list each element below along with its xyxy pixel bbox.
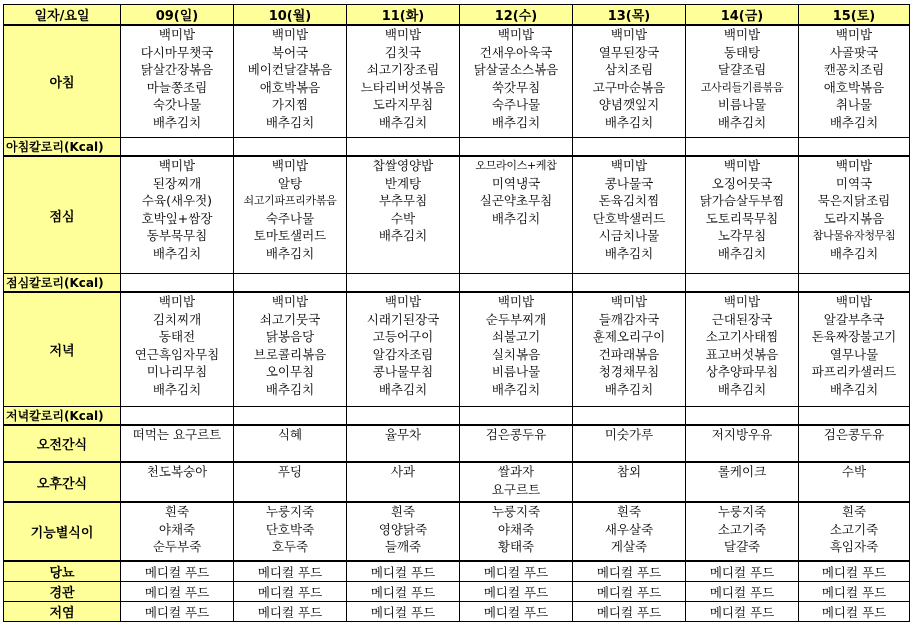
menu-item: 참나물유자청무침 <box>812 229 896 242</box>
menu-item: 누룽지죽 <box>717 504 767 519</box>
menu-item: 건파래볶음 <box>598 346 660 362</box>
menu-item: 애호박볶음 <box>259 79 321 95</box>
am-snack-cell <box>460 425 573 462</box>
menu-item: 고구마순볶음 <box>592 79 666 95</box>
medical-food-cell: 메디컬 푸드 <box>121 561 234 582</box>
menu-item: 들깨죽 <box>384 539 422 554</box>
menu-item: 배추김치 <box>604 114 654 130</box>
menu-item: 찹쌀영양밥 <box>372 158 434 173</box>
am-snack-cell <box>686 425 799 462</box>
menu-item: 배추김치 <box>378 381 428 397</box>
am-snack-label: 오전간식 <box>4 425 121 462</box>
medical-food-cell: 메디컬 푸드 <box>347 602 460 622</box>
menu-item: 배추김치 <box>604 245 654 261</box>
menu-item: 검은콩두유 <box>485 427 547 442</box>
menu-item: 비름나물 <box>717 97 767 112</box>
kcal-label: 저녁칼로리(Kcal) <box>4 407 121 426</box>
menu-item: 소고기사태찜 <box>705 329 779 344</box>
special-diet-cell <box>234 502 347 561</box>
menu-item: 실치볶음 <box>491 346 541 362</box>
special-diet-cell <box>347 502 460 561</box>
menu-item: 수박 <box>390 210 416 226</box>
menu-item: 쇠고기장조림 <box>366 62 440 77</box>
menu-item: 흰죽 <box>841 504 867 519</box>
menu-item: 배추김치 <box>378 114 428 130</box>
medical-food-cell: 메디컬 푸드 <box>799 561 910 582</box>
special-diet-cell <box>686 502 799 561</box>
menu-item: 게살죽 <box>610 539 648 554</box>
menu-item: 알탕 <box>277 175 303 191</box>
diet-label-tube: 경관 <box>4 582 121 602</box>
menu-item: 배추김치 <box>604 381 654 397</box>
menu-item: 들깨감자국 <box>598 311 660 327</box>
menu-item: 근대된장국 <box>711 311 773 327</box>
pm-snack-cell <box>347 462 460 502</box>
menu-item: 순두부찌개 <box>485 311 547 327</box>
menu-item: 백미밥 <box>158 158 196 173</box>
menu-item: 푸딩 <box>277 464 303 479</box>
menu-item: 알감자조림 <box>372 346 434 362</box>
menu-item: 쑥갓무침 <box>491 79 541 95</box>
medical-food-cell: 메디컬 푸드 <box>573 582 686 602</box>
special-diet-cell <box>460 502 573 561</box>
menu-item: 쇠불고기 <box>491 329 541 344</box>
medical-food-cell: 메디컬 푸드 <box>573 561 686 582</box>
diet-label-diabetes: 당뇨 <box>4 561 121 582</box>
menu-item: 배추김치 <box>717 381 767 397</box>
menu-item: 야채죽 <box>497 521 535 537</box>
menu-item: 캔꽁치조림 <box>823 62 885 77</box>
kcal-value <box>121 407 234 426</box>
menu-item: 누룽지죽 <box>491 504 541 519</box>
menu-item: 가지찜 <box>271 97 309 112</box>
menu-item: 흑임자죽 <box>829 539 879 554</box>
meal-label-lunch: 점심 <box>4 156 121 274</box>
kcal-value <box>347 274 460 293</box>
menu-item: 백미밥 <box>610 27 648 42</box>
medical-food-cell: 메디컬 푸드 <box>460 561 573 582</box>
menu-item: 김치찌개 <box>152 311 202 327</box>
menu-item: 닭가슴살두부찜 <box>699 193 785 208</box>
menu-item: 배추김치 <box>829 381 879 397</box>
menu-item: 배추김치 <box>717 245 767 261</box>
menu-item: 시래기된장국 <box>366 311 440 327</box>
meal-cell <box>460 156 573 274</box>
kcal-value <box>686 407 799 426</box>
menu-item: 백미밥 <box>158 294 196 309</box>
kcal-value <box>686 138 799 157</box>
meal-cell <box>234 156 347 274</box>
kcal-value <box>460 274 573 293</box>
menu-item: 호두죽 <box>271 539 309 554</box>
day-header: 14(금) <box>686 5 799 26</box>
menu-item: 건새우아욱국 <box>479 44 553 60</box>
meal-cell <box>573 156 686 274</box>
menu-item: 마늘쫑조림 <box>146 79 208 95</box>
menu-item: 묵은지닭조림 <box>817 193 891 208</box>
medical-food-cell: 메디컬 푸드 <box>121 582 234 602</box>
meal-label-breakfast: 아침 <box>4 25 121 138</box>
menu-item: 연근흑임자무침 <box>134 346 220 362</box>
diet-label-low_salt: 저염 <box>4 602 121 622</box>
menu-item: 오징어뭇국 <box>711 175 773 191</box>
menu-item: 백미밥 <box>835 158 873 173</box>
menu-item: 콩나물무침 <box>372 364 434 379</box>
menu-item: 백미밥 <box>723 158 761 173</box>
menu-item: 쇠고기뭇국 <box>259 311 321 327</box>
medical-food-cell: 메디컬 푸드 <box>347 582 460 602</box>
day-header: 09(일) <box>121 5 234 26</box>
menu-item: 호박잎+쌈장 <box>141 210 213 226</box>
menu-item: 율무차 <box>384 427 422 442</box>
menu-item: 닭살굴소스볶음 <box>473 62 559 77</box>
menu-item: 실곤약초무침 <box>479 193 553 208</box>
menu-item: 저지방우유 <box>711 427 773 442</box>
kcal-value <box>460 138 573 157</box>
menu-item: 소고기죽 <box>829 521 879 537</box>
kcal-label: 점심칼로리(Kcal) <box>4 274 121 293</box>
pm-snack-cell <box>686 462 799 502</box>
menu-item: 콩나물국 <box>604 175 654 191</box>
special-diet-cell <box>573 502 686 561</box>
menu-item: 미역국 <box>835 175 873 191</box>
meal-cell <box>686 292 799 407</box>
menu-item: 닭살간장볶음 <box>140 62 214 77</box>
menu-item: 열무나물 <box>829 346 879 362</box>
menu-item: 흰죽 <box>616 504 642 519</box>
am-snack-cell <box>121 425 234 462</box>
menu-item: 백미밥 <box>271 158 309 173</box>
day-header: 15(토) <box>799 5 910 26</box>
menu-item: 삼치조림 <box>604 62 654 77</box>
menu-item: 누룽지죽 <box>265 504 315 519</box>
menu-item: 흰죽 <box>390 504 416 519</box>
menu-item: 도토리묵무침 <box>705 210 779 226</box>
menu-item: 도라지무침 <box>372 97 434 112</box>
kcal-value <box>573 138 686 157</box>
menu-item: 야채죽 <box>158 521 196 537</box>
menu-item: 소고기죽 <box>717 521 767 537</box>
medical-food-cell: 메디컬 푸드 <box>460 582 573 602</box>
menu-item: 백미밥 <box>610 294 648 309</box>
menu-item: 된장찌개 <box>152 175 202 191</box>
kcal-value <box>234 274 347 293</box>
meal-cell <box>799 25 910 138</box>
day-header: 12(수) <box>460 5 573 26</box>
menu-item: 애호박볶음 <box>823 79 885 95</box>
am-snack-cell <box>347 425 460 462</box>
am-snack-cell <box>573 425 686 462</box>
meal-cell <box>799 156 910 274</box>
pm-snack-cell <box>121 462 234 502</box>
menu-item: 북어국 <box>271 44 309 60</box>
menu-item: 흰죽 <box>164 504 190 519</box>
meal-cell <box>347 292 460 407</box>
menu-item: 돈육짜장불고기 <box>811 329 897 344</box>
menu-item: 훈제오리구이 <box>592 329 666 344</box>
menu-item: 동태전 <box>158 329 196 344</box>
kcal-value <box>121 138 234 157</box>
menu-item: 백미밥 <box>610 158 648 173</box>
medical-food-cell: 메디컬 푸드 <box>686 582 799 602</box>
menu-item: 돈육김치찜 <box>598 193 660 208</box>
menu-item: 백미밥 <box>271 27 309 42</box>
menu-item: 노각무침 <box>717 228 767 243</box>
menu-item: 사과 <box>390 464 416 479</box>
pm-snack-cell <box>799 462 910 502</box>
menu-item: 동태탕 <box>723 44 761 60</box>
kcal-value <box>121 274 234 293</box>
meal-cell <box>573 292 686 407</box>
menu-item: 숙주나물 <box>265 210 315 226</box>
menu-item: 영양닭죽 <box>378 521 428 537</box>
menu-item: 백미밥 <box>497 27 535 42</box>
menu-item: 배추김치 <box>152 381 202 397</box>
menu-item: 떠먹는 요구르트 <box>132 427 222 442</box>
menu-item: 부추무침 <box>378 193 428 208</box>
menu-item: 다시마무챗국 <box>140 44 214 60</box>
menu-item: 황태죽 <box>497 539 535 554</box>
menu-item: 배추김치 <box>491 381 541 397</box>
menu-item: 배추김치 <box>152 114 202 130</box>
menu-item: 느타리버섯볶음 <box>360 79 446 95</box>
menu-item: 취나물 <box>835 97 873 112</box>
menu-item: 검은콩두유 <box>823 427 885 442</box>
menu-item: 롤케이크 <box>717 464 767 479</box>
medical-food-cell: 메디컬 푸드 <box>799 602 910 622</box>
menu-item: 도라지볶음 <box>823 210 885 226</box>
am-snack-cell <box>234 425 347 462</box>
kcal-value <box>234 138 347 157</box>
meal-cell <box>799 292 910 407</box>
kcal-value <box>799 274 910 293</box>
kcal-value <box>347 407 460 426</box>
menu-item: 닭봉음당 <box>265 329 315 344</box>
menu-item: 브로콜리볶음 <box>253 346 327 362</box>
menu-item: 비름나물 <box>491 364 541 379</box>
menu-item: 배추김치 <box>265 381 315 397</box>
meal-cell <box>347 156 460 274</box>
day-header: 13(목) <box>573 5 686 26</box>
menu-item: 동부묵무침 <box>146 228 208 243</box>
menu-item: 백미밥 <box>835 27 873 42</box>
medical-food-cell: 메디컬 푸드 <box>686 561 799 582</box>
menu-item: 백미밥 <box>384 27 422 42</box>
menu-item: 양념깻잎지 <box>598 97 660 112</box>
pm-snack-cell <box>573 462 686 502</box>
menu-item: 백미밥 <box>271 294 309 309</box>
menu-item: 청경채무침 <box>598 364 660 379</box>
am-snack-cell <box>799 425 910 462</box>
menu-item: 배추김치 <box>717 114 767 130</box>
menu-item: 열무된장국 <box>598 44 660 60</box>
menu-item: 반계탕 <box>384 175 422 191</box>
menu-item: 고사리들기름볶음 <box>700 80 784 94</box>
menu-item: 시금치나물 <box>598 228 660 243</box>
meal-cell <box>234 25 347 138</box>
menu-item: 상추양파무침 <box>705 364 779 379</box>
kcal-value <box>686 274 799 293</box>
meal-cell <box>234 292 347 407</box>
meal-cell <box>121 25 234 138</box>
meal-cell <box>121 156 234 274</box>
menu-item: 오이무침 <box>265 364 315 379</box>
menu-item: 배추김치 <box>829 114 879 130</box>
medical-food-cell: 메디컬 푸드 <box>234 561 347 582</box>
medical-food-cell: 메디컬 푸드 <box>347 561 460 582</box>
menu-item: 오므라이스+케찹 <box>475 159 557 172</box>
menu-item: 배추김치 <box>491 210 541 226</box>
menu-table <box>3 4 910 622</box>
menu-item: 배추김치 <box>491 114 541 130</box>
menu-item: 백미밥 <box>723 27 761 42</box>
special-diet-cell <box>799 502 910 561</box>
menu-item: 미나리무침 <box>146 364 208 379</box>
menu-item: 숙주나물 <box>491 97 541 112</box>
medical-food-cell: 메디컬 푸드 <box>686 602 799 622</box>
menu-item: 백미밥 <box>723 294 761 309</box>
menu-item: 순두부죽 <box>152 539 202 554</box>
menu-item: 배추김치 <box>378 228 428 243</box>
medical-food-cell: 메디컬 푸드 <box>121 602 234 622</box>
special-diet-cell <box>121 502 234 561</box>
menu-item: 단호박죽 <box>265 521 315 537</box>
meal-cell <box>460 25 573 138</box>
medical-food-cell: 메디컬 푸드 <box>234 602 347 622</box>
kcal-value <box>573 274 686 293</box>
menu-item: 백미밥 <box>835 294 873 309</box>
menu-item: 백미밥 <box>384 294 422 309</box>
menu-item: 미역냉국 <box>491 175 541 191</box>
menu-item: 고등어구이 <box>372 329 434 344</box>
kcal-value <box>799 138 910 157</box>
day-header: 10(월) <box>234 5 347 26</box>
header-corner: 일자/요일 <box>4 5 121 26</box>
medical-food-cell: 메디컬 푸드 <box>234 582 347 602</box>
medical-food-cell: 메디컬 푸드 <box>799 582 910 602</box>
menu-item: 토마토샐러드 <box>253 228 327 243</box>
menu-item: 요구르트 <box>491 481 541 497</box>
meal-cell <box>347 25 460 138</box>
menu-item: 수박 <box>841 464 867 479</box>
menu-item: 배추김치 <box>829 245 879 261</box>
pm-snack-label: 오후간식 <box>4 462 121 502</box>
menu-item: 식혜 <box>277 427 303 442</box>
pm-snack-cell <box>234 462 347 502</box>
kcal-value <box>573 407 686 426</box>
kcal-value <box>347 138 460 157</box>
medical-food-cell: 메디컬 푸드 <box>573 602 686 622</box>
menu-item: 단호박샐러드 <box>592 210 666 226</box>
menu-item: 숙갓나물 <box>152 97 202 112</box>
menu-item: 배추김치 <box>152 245 202 261</box>
day-header: 11(화) <box>347 5 460 26</box>
menu-item: 미숫가루 <box>604 427 654 442</box>
menu-item: 파프리카샐러드 <box>811 364 897 379</box>
meal-cell <box>686 25 799 138</box>
menu-item: 백미밥 <box>158 27 196 42</box>
kcal-value <box>799 407 910 426</box>
menu-item: 배추김치 <box>265 245 315 261</box>
kcal-label: 아침칼로리(Kcal) <box>4 138 121 157</box>
menu-item: 쇠고기파프리카볶음 <box>243 194 337 207</box>
special-diet-label: 기능별식이 <box>4 502 121 561</box>
meal-cell <box>573 25 686 138</box>
menu-item: 표고버섯볶음 <box>705 346 779 362</box>
menu-item: 사골팟국 <box>829 44 879 60</box>
kcal-value <box>460 407 573 426</box>
menu-item: 김칫국 <box>384 44 422 60</box>
menu-item: 수육(새우젓) <box>141 193 213 208</box>
meal-cell <box>686 156 799 274</box>
pm-snack-cell <box>460 462 573 502</box>
menu-item: 새우살죽 <box>604 521 654 537</box>
menu-item: 달걀조림 <box>717 62 767 77</box>
menu-item: 참외 <box>616 464 642 479</box>
menu-item: 달걀죽 <box>723 539 761 554</box>
menu-item: 백미밥 <box>497 294 535 309</box>
menu-item: 쌀과자 <box>497 464 535 479</box>
kcal-value <box>234 407 347 426</box>
meal-label-dinner: 저녁 <box>4 292 121 407</box>
medical-food-cell: 메디컬 푸드 <box>460 602 573 622</box>
meal-cell <box>121 292 234 407</box>
menu-item: 베이컨달걀볶음 <box>247 62 333 77</box>
menu-item: 천도복숭아 <box>146 464 208 479</box>
menu-item: 배추김치 <box>265 114 315 130</box>
menu-item: 알갈부추국 <box>823 311 885 327</box>
meal-cell <box>460 292 573 407</box>
